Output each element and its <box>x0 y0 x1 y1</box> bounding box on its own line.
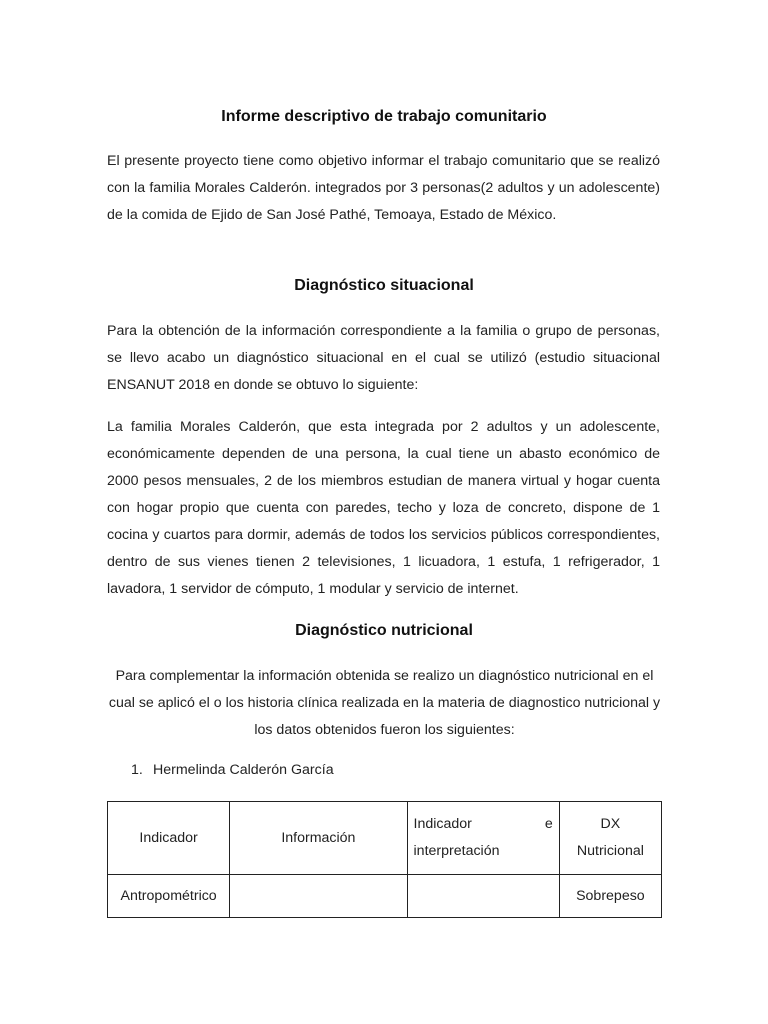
table-header-row <box>108 802 662 875</box>
heading-diagnostico-situacional: Diagnóstico situacional <box>294 277 474 294</box>
nutricional-paragraph: Para complementar la información obtenida se realizo un diagnóstico nutricional en el cual se aplicó el o los historia clínica realizada en la materia de diagnostico nutricional y los datos obtenidos fueron los siguientes: <box>108 668 661 738</box>
intro-paragraph: El presente proyecto tiene como objetivo informar el trabajo comunitario que se realizó con la familia Morales Calderón. integrados por 3 personas(2 adultos y un adolescente) de la comida de Ejido de San José Pathé, Temoaya, Estado de México. <box>107 153 660 223</box>
cell-informacion <box>230 875 407 918</box>
list-item-number: 1. <box>131 762 143 778</box>
situacional-paragraph-2: La familia Morales Calderón, que esta integrada por 2 adultos y un adolescente, económicamente dependen de una persona, la cual tiene un abasto económico de 2000 pesos mensuales, 2 de los miembros estudian de manera virtual y hogar cuenta con hogar propio que cuenta con paredes, techo y loza de concreto, dispone de 1 cocina y cuartos para dormir, además de todos los servicios públicos correspondientes, dentro de sus vienes tienen 2 televisiones, 1 licuadora, 1 estufa, 1 refrigerador, 1 lavadora, 1 servidor de cómputo, 1 modular y servicio de internet. <box>107 419 660 597</box>
header-dx-nutricional <box>559 802 661 875</box>
cell-dx: Sobrepeso <box>559 875 661 918</box>
heading-diagnostico-nutricional: Diagnóstico nutricional <box>295 622 473 639</box>
header-interp-word-3: interpretación <box>413 843 500 859</box>
list-item-name: Hermelinda Calderón García <box>153 762 334 778</box>
document-title: Informe descriptivo de trabajo comunitario <box>221 108 547 125</box>
diagnostic-table <box>107 801 662 918</box>
header-informacion: Información <box>230 802 407 875</box>
header-dx-line-2: Nutricional <box>576 843 644 859</box>
header-indicador: Indicador <box>108 802 230 875</box>
header-indicador-interpretacion <box>407 802 559 875</box>
header-dx-line-1: DX <box>600 816 621 832</box>
header-interp-word-2: e <box>544 816 553 832</box>
header-interp-word-1: Indicador <box>413 816 472 832</box>
cell-interpretacion <box>407 875 559 918</box>
person-list <box>131 762 334 778</box>
situacional-paragraph-1: Para la obtención de la información correspondiente a la familia o grupo de personas, se llevo acabo un diagnóstico situacional en el cual se utilizó (estudio situacional ENSANUT 2018 en donde se obtuvo lo siguiente: <box>107 323 660 393</box>
list-item <box>131 762 334 778</box>
table-row <box>108 875 662 918</box>
cell-indicador: Antropométrico <box>108 875 230 918</box>
